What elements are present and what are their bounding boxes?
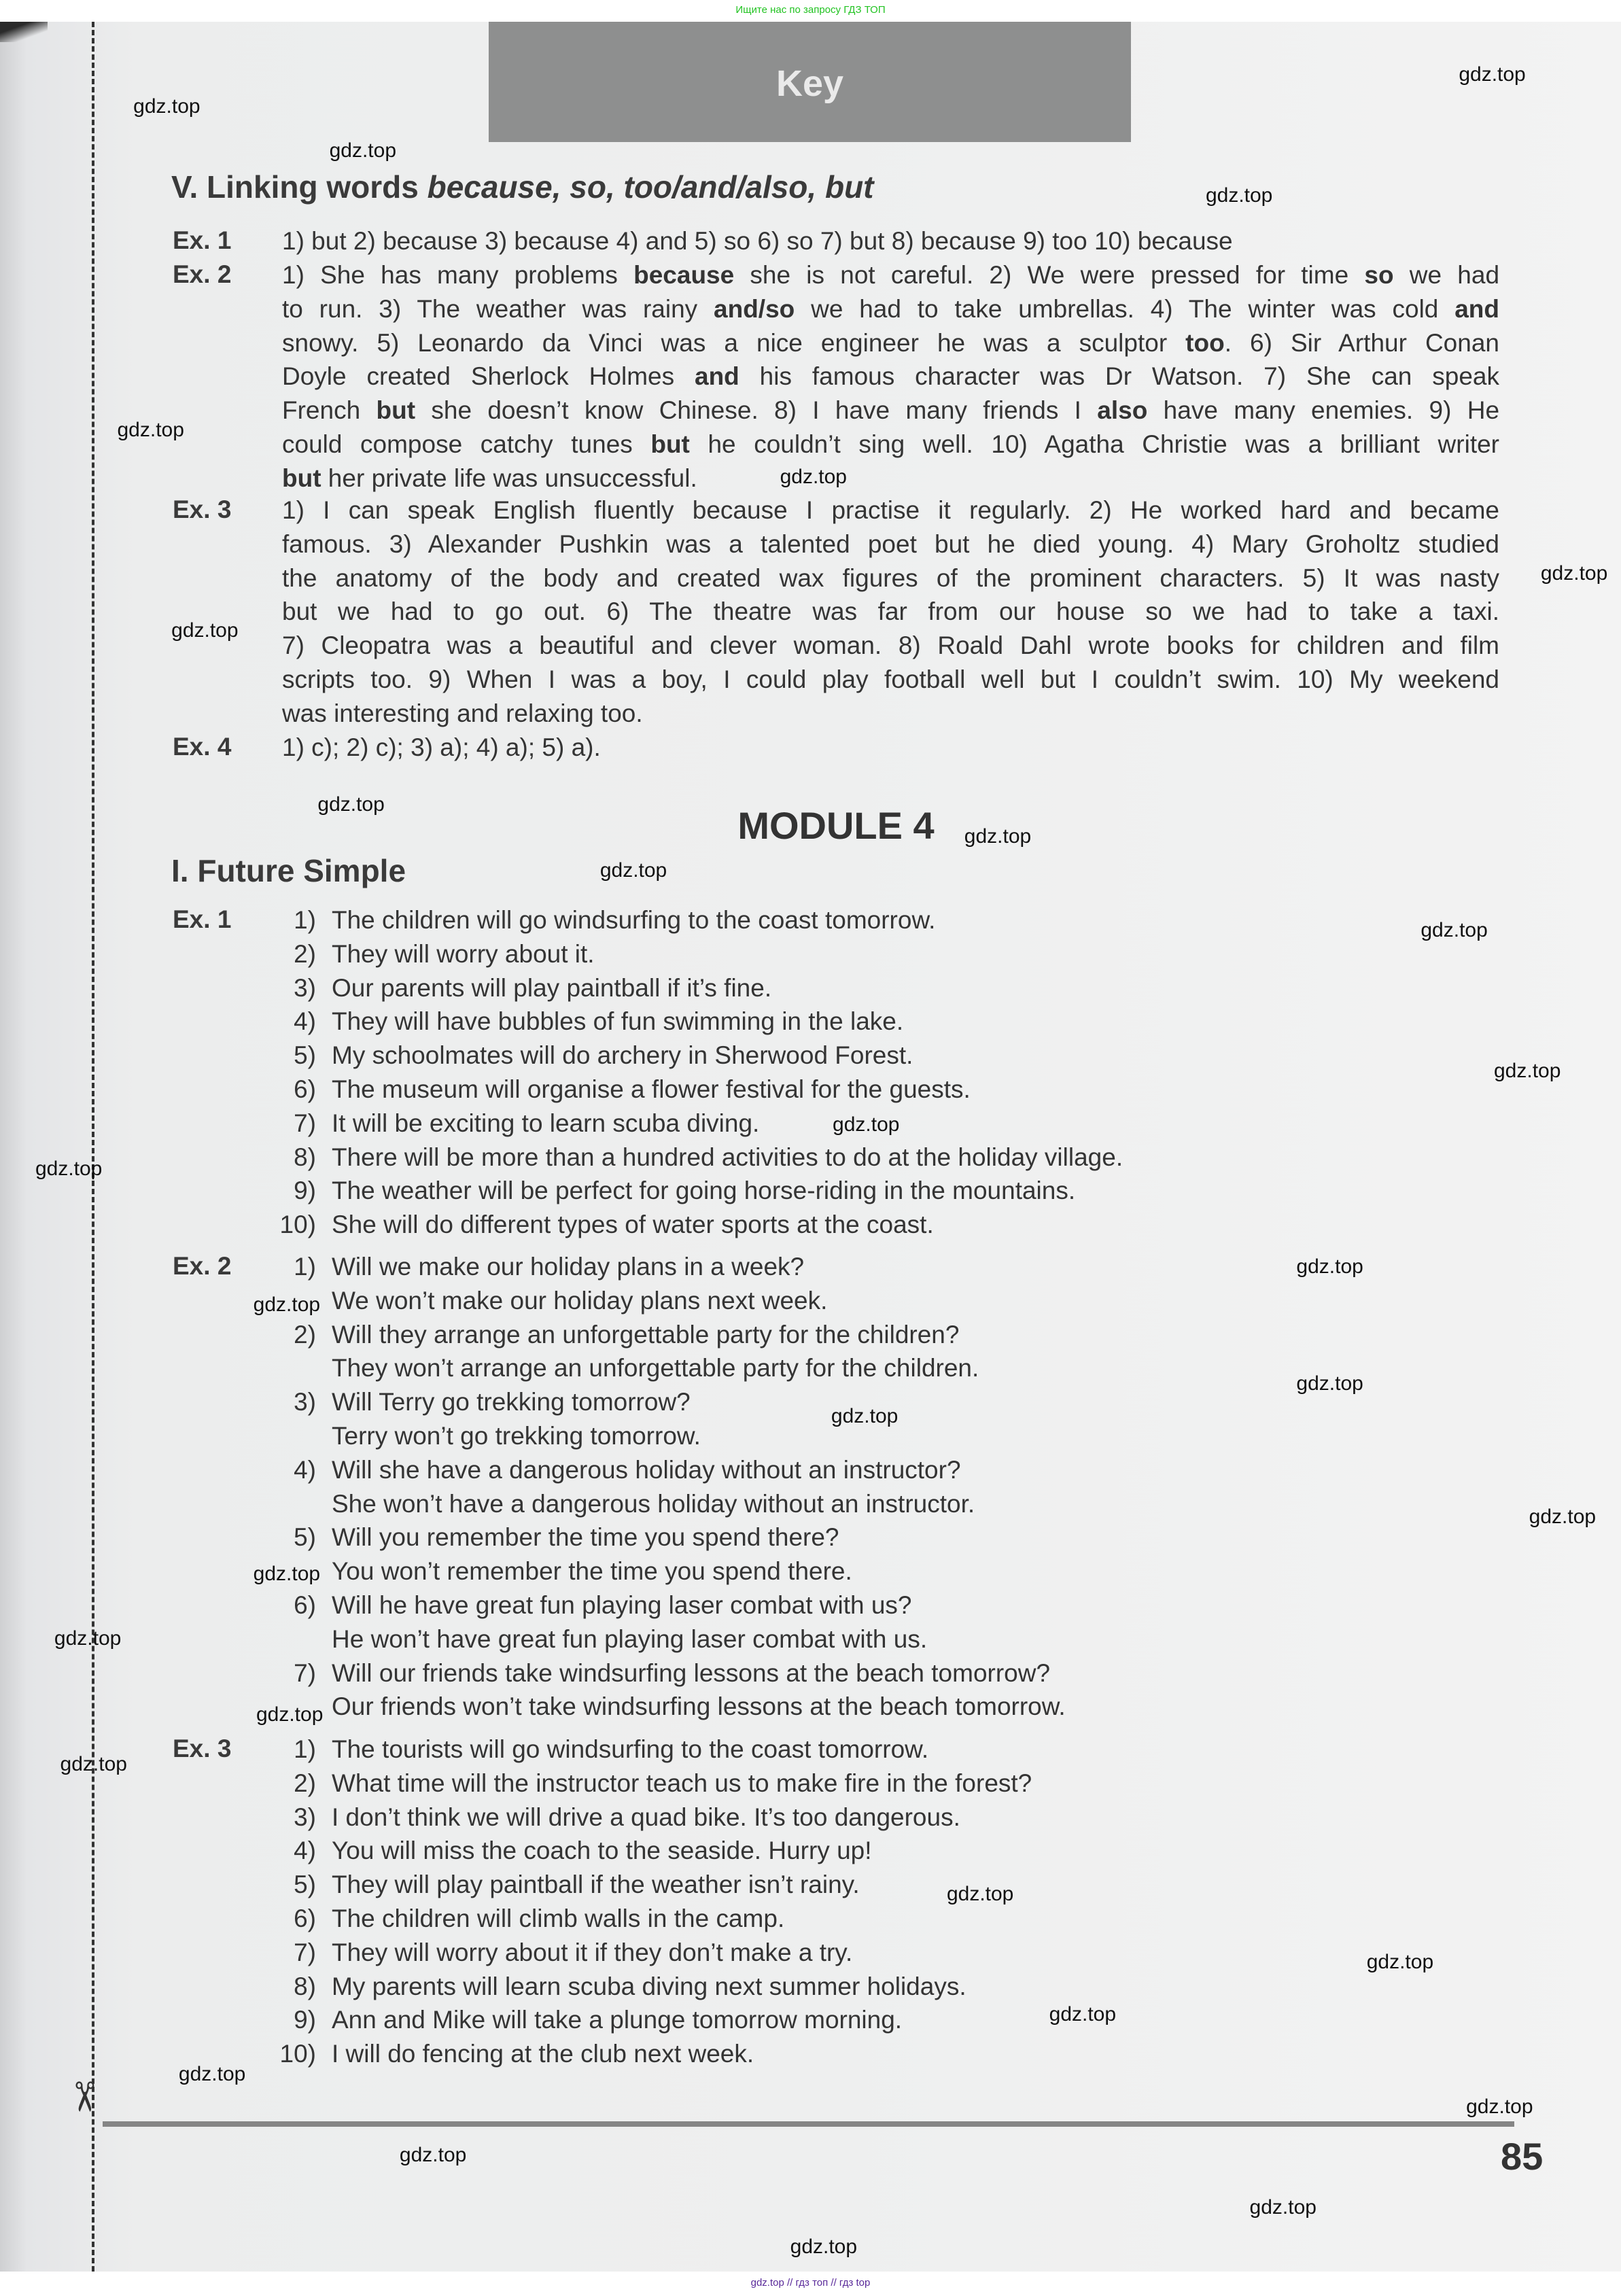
exercise-label: Ex. 3 <box>173 1735 232 1762</box>
exercise-label: Ex. 4 <box>173 733 232 761</box>
question-item: Will they arrange an unforgettable party for the children? <box>332 1320 960 1349</box>
answer-item: What time will the instructor teach us to make fire in the forest? <box>332 1769 1032 1797</box>
linking-word: but <box>376 396 416 425</box>
watermark: gdz.top <box>54 1627 122 1650</box>
item-number: 5) <box>294 1041 316 1070</box>
module-title: MODULE 4 <box>737 804 935 847</box>
answer-item: The tourists will go windsurfing to the coast tomorrow. <box>332 1735 929 1763</box>
text-segment: we had to take umbrellas. 4) The winter was cold <box>795 294 1455 323</box>
item-number: 6) <box>294 1591 316 1619</box>
watermark: gdz.top <box>831 1404 899 1427</box>
text-segment: could compose catchy tunes <box>282 430 651 458</box>
watermark: gdz.top <box>964 825 1032 848</box>
item-number: 9) <box>294 1177 316 1205</box>
item-number: 4) <box>294 1837 316 1865</box>
negative-answer-item: They won’t arrange an unforgettable party for the children. <box>332 1354 979 1382</box>
answer-line: famous. 3) Alexander Pushkin was a talented poet but he died young. 4) Mary Groholtz studied <box>282 529 1499 558</box>
text-segment: 1) She has many problems <box>282 261 634 289</box>
item-number: 2) <box>294 1320 316 1349</box>
linking-word: but <box>282 464 321 492</box>
linking-word: and <box>1454 294 1499 323</box>
watermark: gdz.top <box>1366 1950 1434 1973</box>
text-segment: snowy. 5) Leonardo da Vinci was a nice engineer he was a sculptor <box>282 328 1186 357</box>
answer-item: The children will climb walls in the camp. <box>332 1904 785 1932</box>
watermark: gdz.top <box>1249 2196 1317 2219</box>
item-number: 2) <box>294 939 316 968</box>
answer-item: It will be exciting to learn scuba diving. <box>332 1109 760 1137</box>
item-number: 7) <box>294 1109 316 1137</box>
item-number: 10) <box>279 2040 316 2068</box>
section-heading-future-simple: I. Future Simple <box>171 853 406 888</box>
text-segment: Doyle created Sherlock Holmes <box>282 362 695 391</box>
scissors-icon: ✂ <box>61 2079 107 2115</box>
item-number: 1) <box>294 1735 316 1763</box>
answer-item: They will worry about it if they don’t make a try. <box>332 1938 853 1966</box>
negative-answer-item: We won’t make our holiday plans next week. <box>332 1286 828 1315</box>
answer-item: They will have bubbles of fun swimming in the lake. <box>332 1007 904 1036</box>
item-number: 3) <box>294 973 316 1002</box>
item-number: 1) <box>294 1253 316 1281</box>
question-item: Will he have great fun playing laser combat with us? <box>332 1591 912 1619</box>
item-number: 8) <box>294 1143 316 1171</box>
answer-line <box>282 464 1499 493</box>
watermark: gdz.top <box>946 1883 1014 1906</box>
text-segment: have many enemies. 9) He <box>1147 396 1500 425</box>
item-number: 3) <box>294 1388 316 1416</box>
negative-answer-item: She won’t have a dangerous holiday without an instructor. <box>332 1489 975 1518</box>
answer-item: The museum will organise a flower festival for the guests. <box>332 1075 971 1103</box>
answer-line <box>282 430 1499 459</box>
answer-line: 7) Cleopatra was a beautiful and clever woman. 8) Roald Dahl wrote books for children and film <box>282 631 1499 660</box>
key-title: Key <box>775 63 844 104</box>
exercise-label: Ex. 1 <box>173 905 232 933</box>
watermark: gdz.top <box>1459 63 1526 86</box>
text-segment: . 6) Sir Arthur Conan <box>1224 328 1499 357</box>
answer-line: but we had to go out. 6) The theatre was far from our house so we had to take a taxi. <box>282 597 1499 626</box>
item-number: 3) <box>294 1803 316 1831</box>
watermark: gdz.top <box>35 1157 103 1180</box>
linking-word: but <box>650 430 690 458</box>
watermark: gdz.top <box>1466 2095 1533 2118</box>
answer-item: There will be more than a hundred activities to do at the holiday village. <box>332 1143 1123 1171</box>
watermark: gdz.top <box>780 465 847 488</box>
watermark: gdz.top <box>1420 918 1488 941</box>
watermark: gdz.top <box>1049 2002 1117 2025</box>
item-number: 10) <box>279 1211 316 1239</box>
question-item: Will our friends take windsurfing lessons at the beach tomorrow? <box>332 1658 1051 1687</box>
answer-item: They will worry about it. <box>332 939 595 968</box>
answer-line: the anatomy of the body and created wax figures of the prominent characters. 5) It was nasty <box>282 563 1499 592</box>
exercise-label: Ex. 3 <box>173 495 232 523</box>
answer-line: 1) c); 2) c); 3) a); 4) a); 5) a). <box>282 733 601 761</box>
linking-word: also <box>1097 396 1148 425</box>
text-segment: he couldn’t sing well. 10) Agatha Christie was a brilliant writer <box>689 430 1499 458</box>
item-number: 8) <box>294 1972 316 2000</box>
watermark: gdz.top <box>833 1113 900 1136</box>
question-item: Will she have a dangerous holiday without an instructor? <box>332 1455 961 1484</box>
answer-item: The weather will be perfect for going horse-riding in the mountains. <box>332 1177 1076 1205</box>
watermark: gdz.top <box>599 858 667 882</box>
page-number: 85 <box>1501 2135 1544 2178</box>
watermark: gdz.top <box>171 619 239 642</box>
item-number: 9) <box>294 2006 316 2034</box>
question-item: Will we make our holiday plans in a week? <box>332 1253 805 1281</box>
item-number: 7) <box>294 1938 316 1966</box>
top-banner[interactable]: Ищите нас по запросу ГДЗ ТОП <box>735 4 886 16</box>
answer-item: Ann and Mike will take a plunge tomorrow morning. <box>332 2006 903 2034</box>
watermark: gdz.top <box>1493 1059 1561 1082</box>
watermark: gdz.top <box>253 1563 321 1586</box>
watermark: gdz.top <box>790 2236 858 2259</box>
watermark: gdz.top <box>178 2063 246 2086</box>
cut-line <box>92 22 94 2272</box>
answer-item: You will miss the coach to the seaside. Hurry up! <box>332 1837 872 1865</box>
answer-line: 1) but 2) because 3) because 4) and 5) so 6) so 7) but 8) because 9) too 10) because <box>282 227 1233 255</box>
item-number: 6) <box>294 1904 316 1932</box>
item-number: 4) <box>294 1007 316 1036</box>
text-segment: we had <box>1393 261 1500 289</box>
answer-item: My parents will learn scuba diving next summer holidays. <box>332 1972 966 2000</box>
answer-item: Our parents will play paintball if it’s fine. <box>332 973 772 1002</box>
answer-item: She will do different types of water sports at the coast. <box>332 1211 934 1239</box>
watermark: gdz.top <box>399 2143 467 2166</box>
answer-item: They will play paintball if the weather isn’t rainy. <box>332 1871 860 1899</box>
answer-line: was interesting and relaxing too. <box>282 699 643 727</box>
item-number: 1) <box>294 906 316 934</box>
negative-answer-item: Terry won’t go trekking tomorrow. <box>332 1422 701 1450</box>
key-header-box <box>489 22 1131 142</box>
answer-item: I will do fencing at the club next week. <box>332 2040 754 2068</box>
text-segment: she doesn’t know Chinese. 8) I have many friends I <box>415 396 1098 425</box>
text-segment: his famous character was Dr Watson. 7) She can speak <box>739 362 1499 391</box>
watermark: gdz.top <box>1205 184 1273 207</box>
watermark: gdz.top <box>133 95 201 118</box>
item-number: 5) <box>294 1523 316 1552</box>
watermark: gdz.top <box>317 793 385 816</box>
item-number: 2) <box>294 1769 316 1797</box>
answer-line <box>282 260 1499 290</box>
text-segment: she is not careful. 2) We were pressed for time <box>734 261 1365 289</box>
answer-line <box>282 294 1499 324</box>
watermark: gdz.top <box>329 139 397 162</box>
item-number: 7) <box>294 1658 316 1687</box>
linking-word: and <box>695 362 739 391</box>
answer-item: The children will go windsurfing to the coast tomorrow. <box>332 906 936 934</box>
answer-line <box>282 328 1499 358</box>
linking-word: and/so <box>714 294 795 323</box>
answer-line: scripts too. 9) When I was a boy, I could play football well but I couldn’t swim. 10) My weekend <box>282 665 1499 693</box>
answer-line: 1) I can speak English fluently because I practise it regularly. 2) He worked hard and became <box>282 496 1499 524</box>
linking-word: too <box>1185 328 1225 357</box>
watermark: gdz.top <box>1540 561 1608 585</box>
watermark: gdz.top <box>1529 1506 1597 1529</box>
negative-answer-item: Our friends won’t take windsurfing lessons at the beach tomorrow. <box>332 1692 1066 1721</box>
section-heading-linking-words <box>171 169 874 205</box>
text-segment: her private life was unsuccessful. <box>321 464 697 492</box>
negative-answer-item: He won’t have great fun playing laser combat with us. <box>332 1624 928 1653</box>
answer-item: I don’t think we will drive a quad bike. It’s too dangerous. <box>332 1803 960 1831</box>
watermark: gdz.top <box>253 1293 321 1317</box>
exercise-label: Ex. 1 <box>173 226 232 254</box>
answer-item: My schoolmates will do archery in Sherwood Forest. <box>332 1041 913 1070</box>
linking-word: because <box>633 261 735 289</box>
text-segment: to run. 3) The weather was rainy <box>282 294 714 323</box>
item-number: 6) <box>294 1075 316 1103</box>
heading-italic: because, so, too/and/also, but <box>427 169 874 205</box>
item-number: 5) <box>294 1871 316 1899</box>
watermark: gdz.top <box>117 418 184 441</box>
watermark: gdz.top <box>60 1752 127 1775</box>
watermark: gdz.top <box>256 1703 324 1726</box>
footer-rule <box>103 2121 1514 2127</box>
answer-line <box>282 396 1499 425</box>
watermark: gdz.top <box>1296 1372 1363 1395</box>
negative-answer-item: You won’t remember the time you spend there. <box>332 1557 852 1586</box>
watermark: gdz.top <box>1296 1255 1363 1279</box>
question-item: Will Terry go trekking tomorrow? <box>332 1388 691 1416</box>
item-number: 4) <box>294 1455 316 1484</box>
scan-corner-shadow <box>0 22 48 42</box>
exercise-label: Ex. 2 <box>173 260 232 288</box>
answer-line <box>282 362 1499 392</box>
linking-word: so <box>1364 261 1394 289</box>
text-segment: French <box>282 396 377 425</box>
question-item: Will you remember the time you spend there? <box>332 1523 839 1552</box>
bottom-banner[interactable]: gdz.top // гдз топ // гдз top <box>750 2277 871 2289</box>
heading-plain: V. Linking words <box>171 169 428 205</box>
exercise-label: Ex. 2 <box>173 1252 232 1280</box>
